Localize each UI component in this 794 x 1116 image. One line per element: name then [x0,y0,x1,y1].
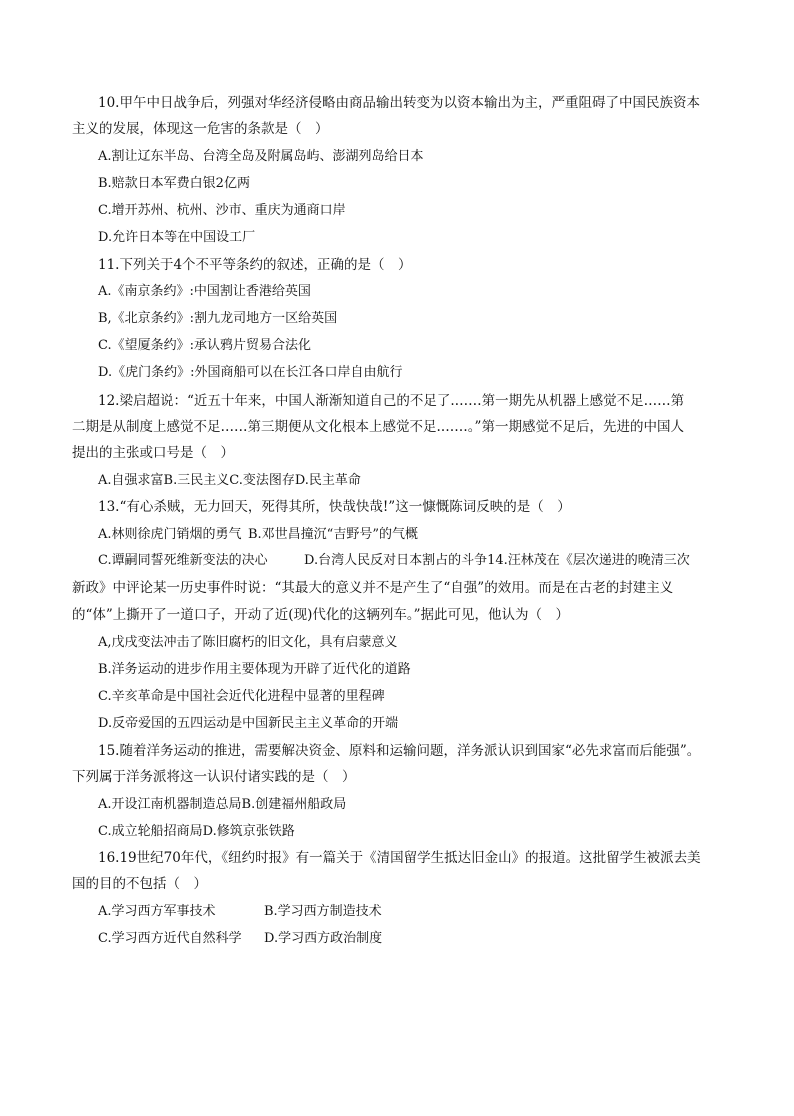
q16-stem-line1: 16.19世纪70年代，《纽约时报》有一篇关于《清国留学生抵达旧金山》的报道。这批留学生被派去美 [98,850,701,866]
q14-option-a: A,戊戌变法冲击了陈旧腐朽的旧文化，具有启蒙意义 [98,635,398,650]
q12-stem-line2: 二期是从制度上感觉不足……第三期便从文化根本上感觉不足.……。”第一期感觉不足后，先进的中国人 [72,419,684,435]
q16-option-c: C.学习西方近代自然科学 [98,931,242,946]
q15-stem-line1: 15.随着洋务运动的推进，需要解决资金、原料和运输问题，洋务派认识到国家“必先求富而后能强”。 [98,743,701,759]
q10-option-b: B.赔款日本军费白银2亿两 [98,176,250,191]
q16-stem-line2: 国的目的不包括（ ） [72,876,207,892]
q13-option-c: C.谭嗣同誓死维新变法的决心 [98,553,268,568]
q12-options: A.自强求富B.三民主义C.变法图存D.民主革命 [98,473,361,488]
q16-option-d: D.学习西方政治制度 [264,931,383,946]
q10-stem-line2: 主义的发展，体现这一危害的条款是（ ） [72,121,329,137]
q11-option-c: C.《望厦条约》:承认鸦片贸易合法化 [98,338,311,353]
q10-stem-line1: 10.甲午中日战争后，列强对华经济侵略由商品输出转变为以资本输出为主，严重阻碍了中国民族资本 [98,95,700,111]
q11-option-d: D.《虎门条约》:外国商船可以在长江各口岸自由航行 [98,365,403,380]
q12-stem-line3: 提出的主张或口号是（ ） [72,445,234,461]
q13-options-row2 [98,548,690,574]
q16-options-row1 [98,899,382,925]
q13-options-row1 [98,522,418,548]
q13-option-a: A.林则徐虎门销烟的勇气 [98,527,242,542]
q14-option-c: C.辛亥革命是中国社会近代化进程中显著的里程碑 [98,689,385,704]
q10-option-a: A.割让辽东半岛、台湾全岛及附属岛屿、澎湖列岛给日本 [98,149,424,164]
q10-option-c: C.增开苏州、杭州、沙市、重庆为通商口岸 [98,203,346,218]
q16-option-b: B.学习西方制造技术 [264,904,382,919]
q13-stem: 13.“有心杀贼，无力回天，死得其所，快哉快哉!”这一慷慨陈词反映的是（ ） [98,499,571,515]
q10-option-d: D.允许日本等在中国设工厂 [98,230,256,245]
q11-option-a: A.《南京条约》:中国割让香港给英国 [98,284,311,299]
q13-option-b: B.邓世昌撞沉“吉野号”的气概 [248,527,418,542]
q16-options-row2 [98,926,382,952]
q13-option-d-and-q14-start: D.台湾人民反对日本割占的斗争14.汪林茂在《层次递进的晚清三次 [304,553,690,568]
q14-stem-line2: 新政》中评论某一历史事件时说：“其最大的意义并不是产生了“自强”的效用。而是在古老的封建主义 [72,580,674,596]
q15-stem-line2: 下列属于洋务派将这一认识付诸实践的是（ ） [72,769,356,785]
q14-option-b: B.洋务运动的进步作用主要体现为开辟了近代化的道路 [98,662,411,677]
q11-stem: 11.下列关于4个不平等条约的叙述，正确的是（ ） [98,257,412,273]
q12-stem-line1: 12.梁启超说：“近五十年来，中国人渐渐知道自己的不足了.……第一期先从机器上感觉不足……第 [98,393,685,409]
q15-options-row1: A.开设江南机器制造总局B.创建福州船政局 [98,797,347,812]
q15-options-row2: C.成立轮船招商局D.修筑京张铁路 [98,824,295,839]
q16-option-a: A.学习西方军事技术 [98,904,216,919]
q14-stem-line3: 的“体”上撕开了一道口子，开动了近(现)代化的这辆列车。”据此可见，他认为（ ） [72,607,569,623]
q11-option-b: B,《北京条约》:割九龙司地方一区给英国 [98,311,338,326]
q14-option-d: D.反帝爱国的五四运动是中国新民主主义革命的开端 [98,716,399,731]
